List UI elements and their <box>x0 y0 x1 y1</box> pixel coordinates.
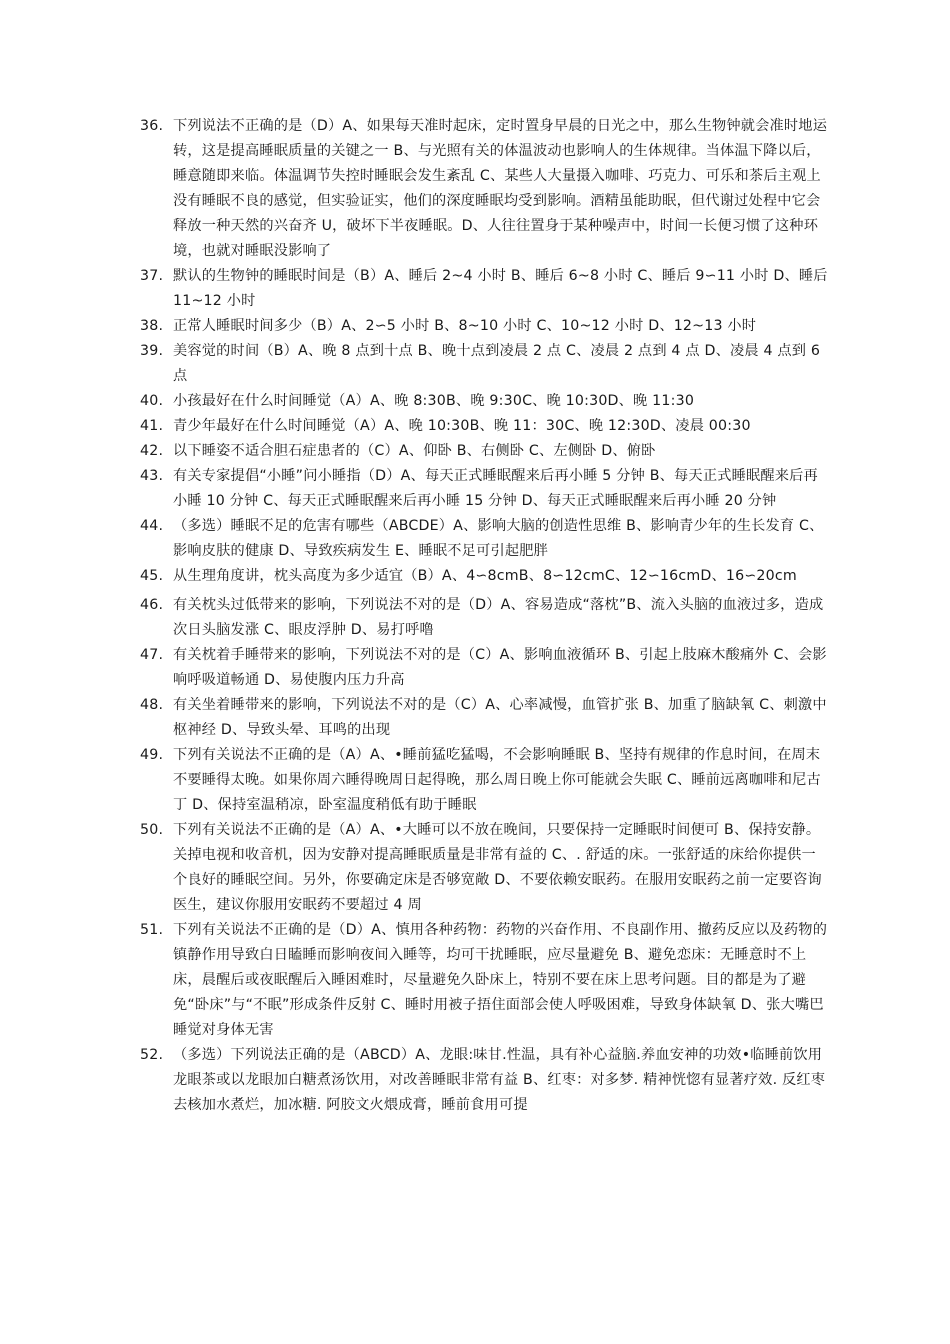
question-number: 36. <box>140 118 164 134</box>
question-item <box>140 743 830 818</box>
question-number: 38. <box>140 318 164 334</box>
question-number: 47. <box>140 647 164 663</box>
question-item <box>140 918 830 1043</box>
question-item <box>140 643 830 693</box>
question-text: 有关枕着手睡带来的影响，下列说法不对的是（C）A、影响血液循环 B、引起上肢麻木酸痛外 C、会影响呼吸道畅通 D、易使腹内压力升高 <box>173 647 827 688</box>
question-text: 下列有关说法不正确的是（A）A、•睡前猛吃猛喝，不会影响睡眠 B、坚持有规律的作息时间，在周末不要睡得太晚。如果你周六睡得晚周日起得晚，那么周日晚上你可能就会失眠 C、睡前远离咖啡和尼古丁 D、保持室温稍凉，卧室温度稍低有助于睡眠 <box>173 747 821 813</box>
question-item <box>140 414 830 439</box>
question-item <box>140 264 830 314</box>
question-text: 小孩最好在什么时间睡觉（A）A、晚 8:30B、晚 9:30C、晚 10:30D、晚 11:30 <box>173 393 695 409</box>
question-item <box>140 564 830 589</box>
question-text: 默认的生物钟的睡眠时间是（B）A、睡后 2~4 小时 B、睡后 6~8 小时 C、睡后 9∽11 小时 D、睡后 11~12 小时 <box>173 268 828 309</box>
question-number: 51. <box>140 922 164 938</box>
question-number: 50. <box>140 822 164 838</box>
question-text: 美容觉的时间（B）A、晚 8 点到十点 B、晚十点到凌晨 2 点 C、凌晨 2 点到 4 点 D、凌晨 4 点到 6 点 <box>173 343 821 384</box>
question-text: 正常人睡眠时间多少（B）A、2∽5 小时 B、8~10 小时 C、10~12 小时 D、12~13 小时 <box>173 318 757 334</box>
question-text: 有关枕头过低带来的影响，下列说法不对的是（D）A、容易造成“落枕”B、流入头脑的血液过多，造成次日头脑发涨 C、眼皮浮肿 D、易打呼噜 <box>173 597 824 638</box>
question-text: （多选）睡眠不足的危害有哪些（ABCDE）A、影响大脑的创造性思维 B、影响青少年的生长发育 C、影响皮肤的健康 D、导致疾病发生 E、睡眠不足可引起肥胖 <box>173 518 824 559</box>
question-number: 52. <box>140 1047 164 1063</box>
question-item <box>140 514 830 564</box>
question-number: 46. <box>140 597 164 613</box>
question-text: 下列有关说法不正确的是（A）A、•大睡可以不放在晚间，只要保持一定睡眠时间便可 B、保持安静。关掉电视和收音机，因为安静对提高睡眠质量是非常有益的 C、. 舒适的床。一张舒适的床给你提供一个良好的睡眠空间。另外，你要确定床是否够宽敞 D、不要依赖安眠药。在服用安眠药之前一定要咨询医生，建议你服用安眠药不要超过 4 周 <box>173 822 822 913</box>
question-number: 42. <box>140 443 164 459</box>
question-number: 41. <box>140 418 164 434</box>
question-text: （多选）下列说法正确的是（ABCD）A、龙眼:味甘.性温，具有补心益脑.养血安神的功效•临睡前饮用龙眼茶或以龙眼加白糖煮汤饮用，对改善睡眠非常有益 B、红枣：对多梦. 精神恍惚有显著疗效. 反红枣去核加水煮烂，加冰糖. 阿胶文火煨成膏，睡前食用可提 <box>173 1047 826 1113</box>
question-number: 48. <box>140 697 164 713</box>
question-text: 以下睡姿不适合胆石症患者的（C）A、仰卧 B、右侧卧 C、左侧卧 D、俯卧 <box>173 443 656 459</box>
question-text: 青少年最好在什么时间睡觉（A）A、晚 10:30B、晚 11：30C、晚 12:30D、凌晨 00:30 <box>173 418 751 434</box>
question-text: 有关坐着睡带来的影响，下列说法不对的是（C）A、心率减慢，血管扩张 B、加重了脑缺氧 C、刺激中枢神经 D、导致头晕、耳鸣的出现 <box>173 697 827 738</box>
question-number: 37. <box>140 268 164 284</box>
question-item <box>140 693 830 743</box>
question-number: 44. <box>140 518 164 534</box>
question-item <box>140 593 830 643</box>
question-text: 有关专家提倡“小睡”问小睡指（D）A、每天正式睡眠醒来后再小睡 5 分钟 B、每天正式睡眠醒来后再小睡 10 分钟 C、每天正式睡眠醒来后再小睡 15 分钟 D、每天正式睡眠醒来后再小睡 20 分钟 <box>173 468 818 509</box>
question-item <box>140 389 830 414</box>
question-item <box>140 1043 830 1118</box>
question-number: 45. <box>140 568 164 584</box>
question-item <box>140 314 830 339</box>
question-item <box>140 464 830 514</box>
question-item <box>140 114 830 264</box>
question-item <box>140 339 830 389</box>
question-text: 下列说法不正确的是（D）A、如果每天准时起床，定时置身早晨的日光之中，那么生物钟就会准时地运转，这是提高睡眠质量的关键之一 B、与光照有关的体温波动也影响人的生体规律。当体温下降以后，睡意随即来临。体温调节失控时睡眠会发生紊乱 C、某些人大量摄入咖啡、巧克力、可乐和茶后主观上没有睡眠不良的感觉，但实验证实，他们的深度睡眠均受到影响。酒精虽能助眠，但代谢过处程中它会释放一种天然的兴奋齐 U，破坏下半夜睡眠。D、人往往置身于某种噪声中，时间一长便习惯了这种环境，也就对睡眠没影响了 <box>173 118 828 259</box>
question-number: 39. <box>140 343 164 359</box>
question-item <box>140 818 830 918</box>
question-number: 43. <box>140 468 164 484</box>
question-text: 下列有关说法不正确的是（D）A、慎用各种药物：药物的兴奋作用、不良副作用、撤药反应以及药物的镇静作用导致白日瞌睡而影响夜间入睡等，均可干扰睡眠，应尽量避免 B、避免恋床：无睡意时不上床，晨醒后或夜眠醒后入睡困难时，尽量避免久卧床上，特别不要在床上思考问题。目的都是为了避免“卧床”与“不眠”形成条件反射 C、睡时用被子捂住面部会使人呼吸困难，导致身体缺氧 D、张大嘴巴睡觉对身体无害 <box>173 922 828 1038</box>
question-text: 从生理角度讲，枕头高度为多少适宜（B）A、4∽8cmB、8∽12cmC、12∽16cmD、16∽20cm <box>173 568 797 584</box>
question-list <box>140 114 830 1118</box>
question-number: 40. <box>140 393 164 409</box>
question-item <box>140 439 830 464</box>
question-number: 49. <box>140 747 164 763</box>
